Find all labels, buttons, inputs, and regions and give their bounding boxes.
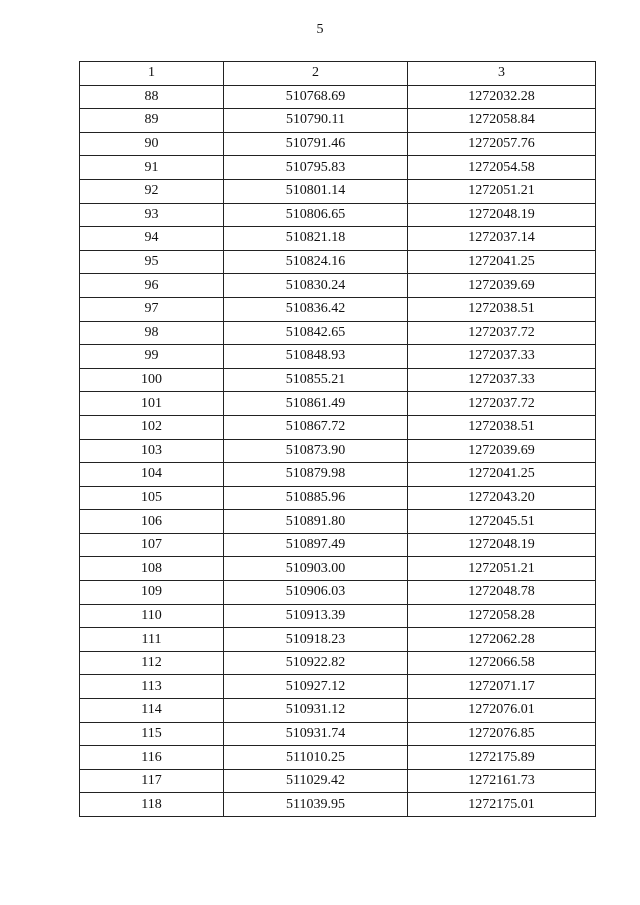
header-cell-x: 2: [224, 62, 408, 86]
point-number-cell: 99: [80, 345, 224, 369]
table-row: [80, 699, 596, 723]
y-coordinate-cell: 1272051.21: [408, 179, 596, 203]
point-number-cell: 106: [80, 510, 224, 534]
table-row: [80, 345, 596, 369]
table-row: [80, 85, 596, 109]
point-number-cell: 116: [80, 746, 224, 770]
point-number-cell: 89: [80, 109, 224, 133]
point-number-cell: 96: [80, 274, 224, 298]
y-coordinate-cell: 1272057.76: [408, 132, 596, 156]
table-row: [80, 793, 596, 817]
table-row: [80, 203, 596, 227]
y-coordinate-cell: 1272037.72: [408, 321, 596, 345]
point-number-cell: 108: [80, 557, 224, 581]
y-coordinate-cell: 1272071.17: [408, 675, 596, 699]
point-number-cell: 100: [80, 368, 224, 392]
x-coordinate-cell: 510791.46: [224, 132, 408, 156]
x-coordinate-cell: 510855.21: [224, 368, 408, 392]
table-row: [80, 510, 596, 534]
point-number-cell: 111: [80, 628, 224, 652]
y-coordinate-cell: 1272041.25: [408, 463, 596, 487]
x-coordinate-cell: 510848.93: [224, 345, 408, 369]
y-coordinate-cell: 1272037.72: [408, 392, 596, 416]
table-row: [80, 297, 596, 321]
table-row: [80, 722, 596, 746]
y-coordinate-cell: 1272048.78: [408, 581, 596, 605]
x-coordinate-cell: 510922.82: [224, 651, 408, 675]
point-number-cell: 114: [80, 699, 224, 723]
point-number-cell: 102: [80, 415, 224, 439]
x-coordinate-cell: 510873.90: [224, 439, 408, 463]
point-number-cell: 117: [80, 769, 224, 793]
table-row: [80, 132, 596, 156]
y-coordinate-cell: 1272045.51: [408, 510, 596, 534]
x-coordinate-cell: 510927.12: [224, 675, 408, 699]
table-row: [80, 156, 596, 180]
table-row: [80, 604, 596, 628]
table-row: [80, 769, 596, 793]
y-coordinate-cell: 1272037.33: [408, 345, 596, 369]
table-body: [80, 85, 596, 816]
y-coordinate-cell: 1272038.51: [408, 415, 596, 439]
table-row: [80, 439, 596, 463]
table-row: [80, 746, 596, 770]
x-coordinate-cell: 510918.23: [224, 628, 408, 652]
point-number-cell: 94: [80, 227, 224, 251]
table-row: [80, 368, 596, 392]
point-number-cell: 118: [80, 793, 224, 817]
table-row: [80, 628, 596, 652]
y-coordinate-cell: 1272076.01: [408, 699, 596, 723]
y-coordinate-cell: 1272058.28: [408, 604, 596, 628]
coordinates-table: [79, 61, 596, 817]
x-coordinate-cell: 510879.98: [224, 463, 408, 487]
point-number-cell: 110: [80, 604, 224, 628]
x-coordinate-cell: 510885.96: [224, 486, 408, 510]
y-coordinate-cell: 1272076.85: [408, 722, 596, 746]
point-number-cell: 98: [80, 321, 224, 345]
x-coordinate-cell: 510806.65: [224, 203, 408, 227]
x-coordinate-cell: 510824.16: [224, 250, 408, 274]
y-coordinate-cell: 1272037.14: [408, 227, 596, 251]
table-row: [80, 274, 596, 298]
y-coordinate-cell: 1272175.01: [408, 793, 596, 817]
page-number: 5: [316, 22, 324, 37]
point-number-cell: 109: [80, 581, 224, 605]
y-coordinate-cell: 1272038.51: [408, 297, 596, 321]
point-number-cell: 92: [80, 179, 224, 203]
point-number-cell: 115: [80, 722, 224, 746]
table-row: [80, 179, 596, 203]
y-coordinate-cell: 1272039.69: [408, 439, 596, 463]
table-row: [80, 533, 596, 557]
point-number-cell: 112: [80, 651, 224, 675]
point-number-cell: 91: [80, 156, 224, 180]
point-number-cell: 107: [80, 533, 224, 557]
table-row: [80, 109, 596, 133]
y-coordinate-cell: 1272054.58: [408, 156, 596, 180]
point-number-cell: 90: [80, 132, 224, 156]
y-coordinate-cell: 1272039.69: [408, 274, 596, 298]
table-header: [80, 62, 596, 86]
x-coordinate-cell: 510795.83: [224, 156, 408, 180]
y-coordinate-cell: 1272032.28: [408, 85, 596, 109]
y-coordinate-cell: 1272043.20: [408, 486, 596, 510]
x-coordinate-cell: 510931.74: [224, 722, 408, 746]
point-number-cell: 93: [80, 203, 224, 227]
x-coordinate-cell: 510867.72: [224, 415, 408, 439]
y-coordinate-cell: 1272048.19: [408, 533, 596, 557]
point-number-cell: 113: [80, 675, 224, 699]
table-row: [80, 392, 596, 416]
point-number-cell: 101: [80, 392, 224, 416]
y-coordinate-cell: 1272058.84: [408, 109, 596, 133]
x-coordinate-cell: 510821.18: [224, 227, 408, 251]
table-row: [80, 227, 596, 251]
x-coordinate-cell: 510861.49: [224, 392, 408, 416]
x-coordinate-cell: 510897.49: [224, 533, 408, 557]
x-coordinate-cell: 511039.95: [224, 793, 408, 817]
header-cell-y: 3: [408, 62, 596, 86]
y-coordinate-cell: 1272161.73: [408, 769, 596, 793]
x-coordinate-cell: 510768.69: [224, 85, 408, 109]
point-number-cell: 104: [80, 463, 224, 487]
point-number-cell: 105: [80, 486, 224, 510]
table-row: [80, 651, 596, 675]
x-coordinate-cell: 510891.80: [224, 510, 408, 534]
header-cell-point-number: 1: [80, 62, 224, 86]
x-coordinate-cell: 510790.11: [224, 109, 408, 133]
y-coordinate-cell: 1272062.28: [408, 628, 596, 652]
x-coordinate-cell: 510836.42: [224, 297, 408, 321]
x-coordinate-cell: 510830.24: [224, 274, 408, 298]
x-coordinate-cell: 510913.39: [224, 604, 408, 628]
table-row: [80, 463, 596, 487]
table-row: [80, 486, 596, 510]
table-row: [80, 321, 596, 345]
x-coordinate-cell: 510931.12: [224, 699, 408, 723]
point-number-cell: 88: [80, 85, 224, 109]
table-row: [80, 250, 596, 274]
y-coordinate-cell: 1272175.89: [408, 746, 596, 770]
table-row: [80, 557, 596, 581]
x-coordinate-cell: 511029.42: [224, 769, 408, 793]
y-coordinate-cell: 1272048.19: [408, 203, 596, 227]
x-coordinate-cell: 510903.00: [224, 557, 408, 581]
y-coordinate-cell: 1272041.25: [408, 250, 596, 274]
x-coordinate-cell: 510801.14: [224, 179, 408, 203]
y-coordinate-cell: 1272051.21: [408, 557, 596, 581]
point-number-cell: 103: [80, 439, 224, 463]
x-coordinate-cell: 511010.25: [224, 746, 408, 770]
point-number-cell: 97: [80, 297, 224, 321]
point-number-cell: 95: [80, 250, 224, 274]
table-row: [80, 581, 596, 605]
header-row: [80, 62, 596, 86]
table-row: [80, 675, 596, 699]
y-coordinate-cell: 1272066.58: [408, 651, 596, 675]
table-row: [80, 415, 596, 439]
x-coordinate-cell: 510906.03: [224, 581, 408, 605]
y-coordinate-cell: 1272037.33: [408, 368, 596, 392]
x-coordinate-cell: 510842.65: [224, 321, 408, 345]
